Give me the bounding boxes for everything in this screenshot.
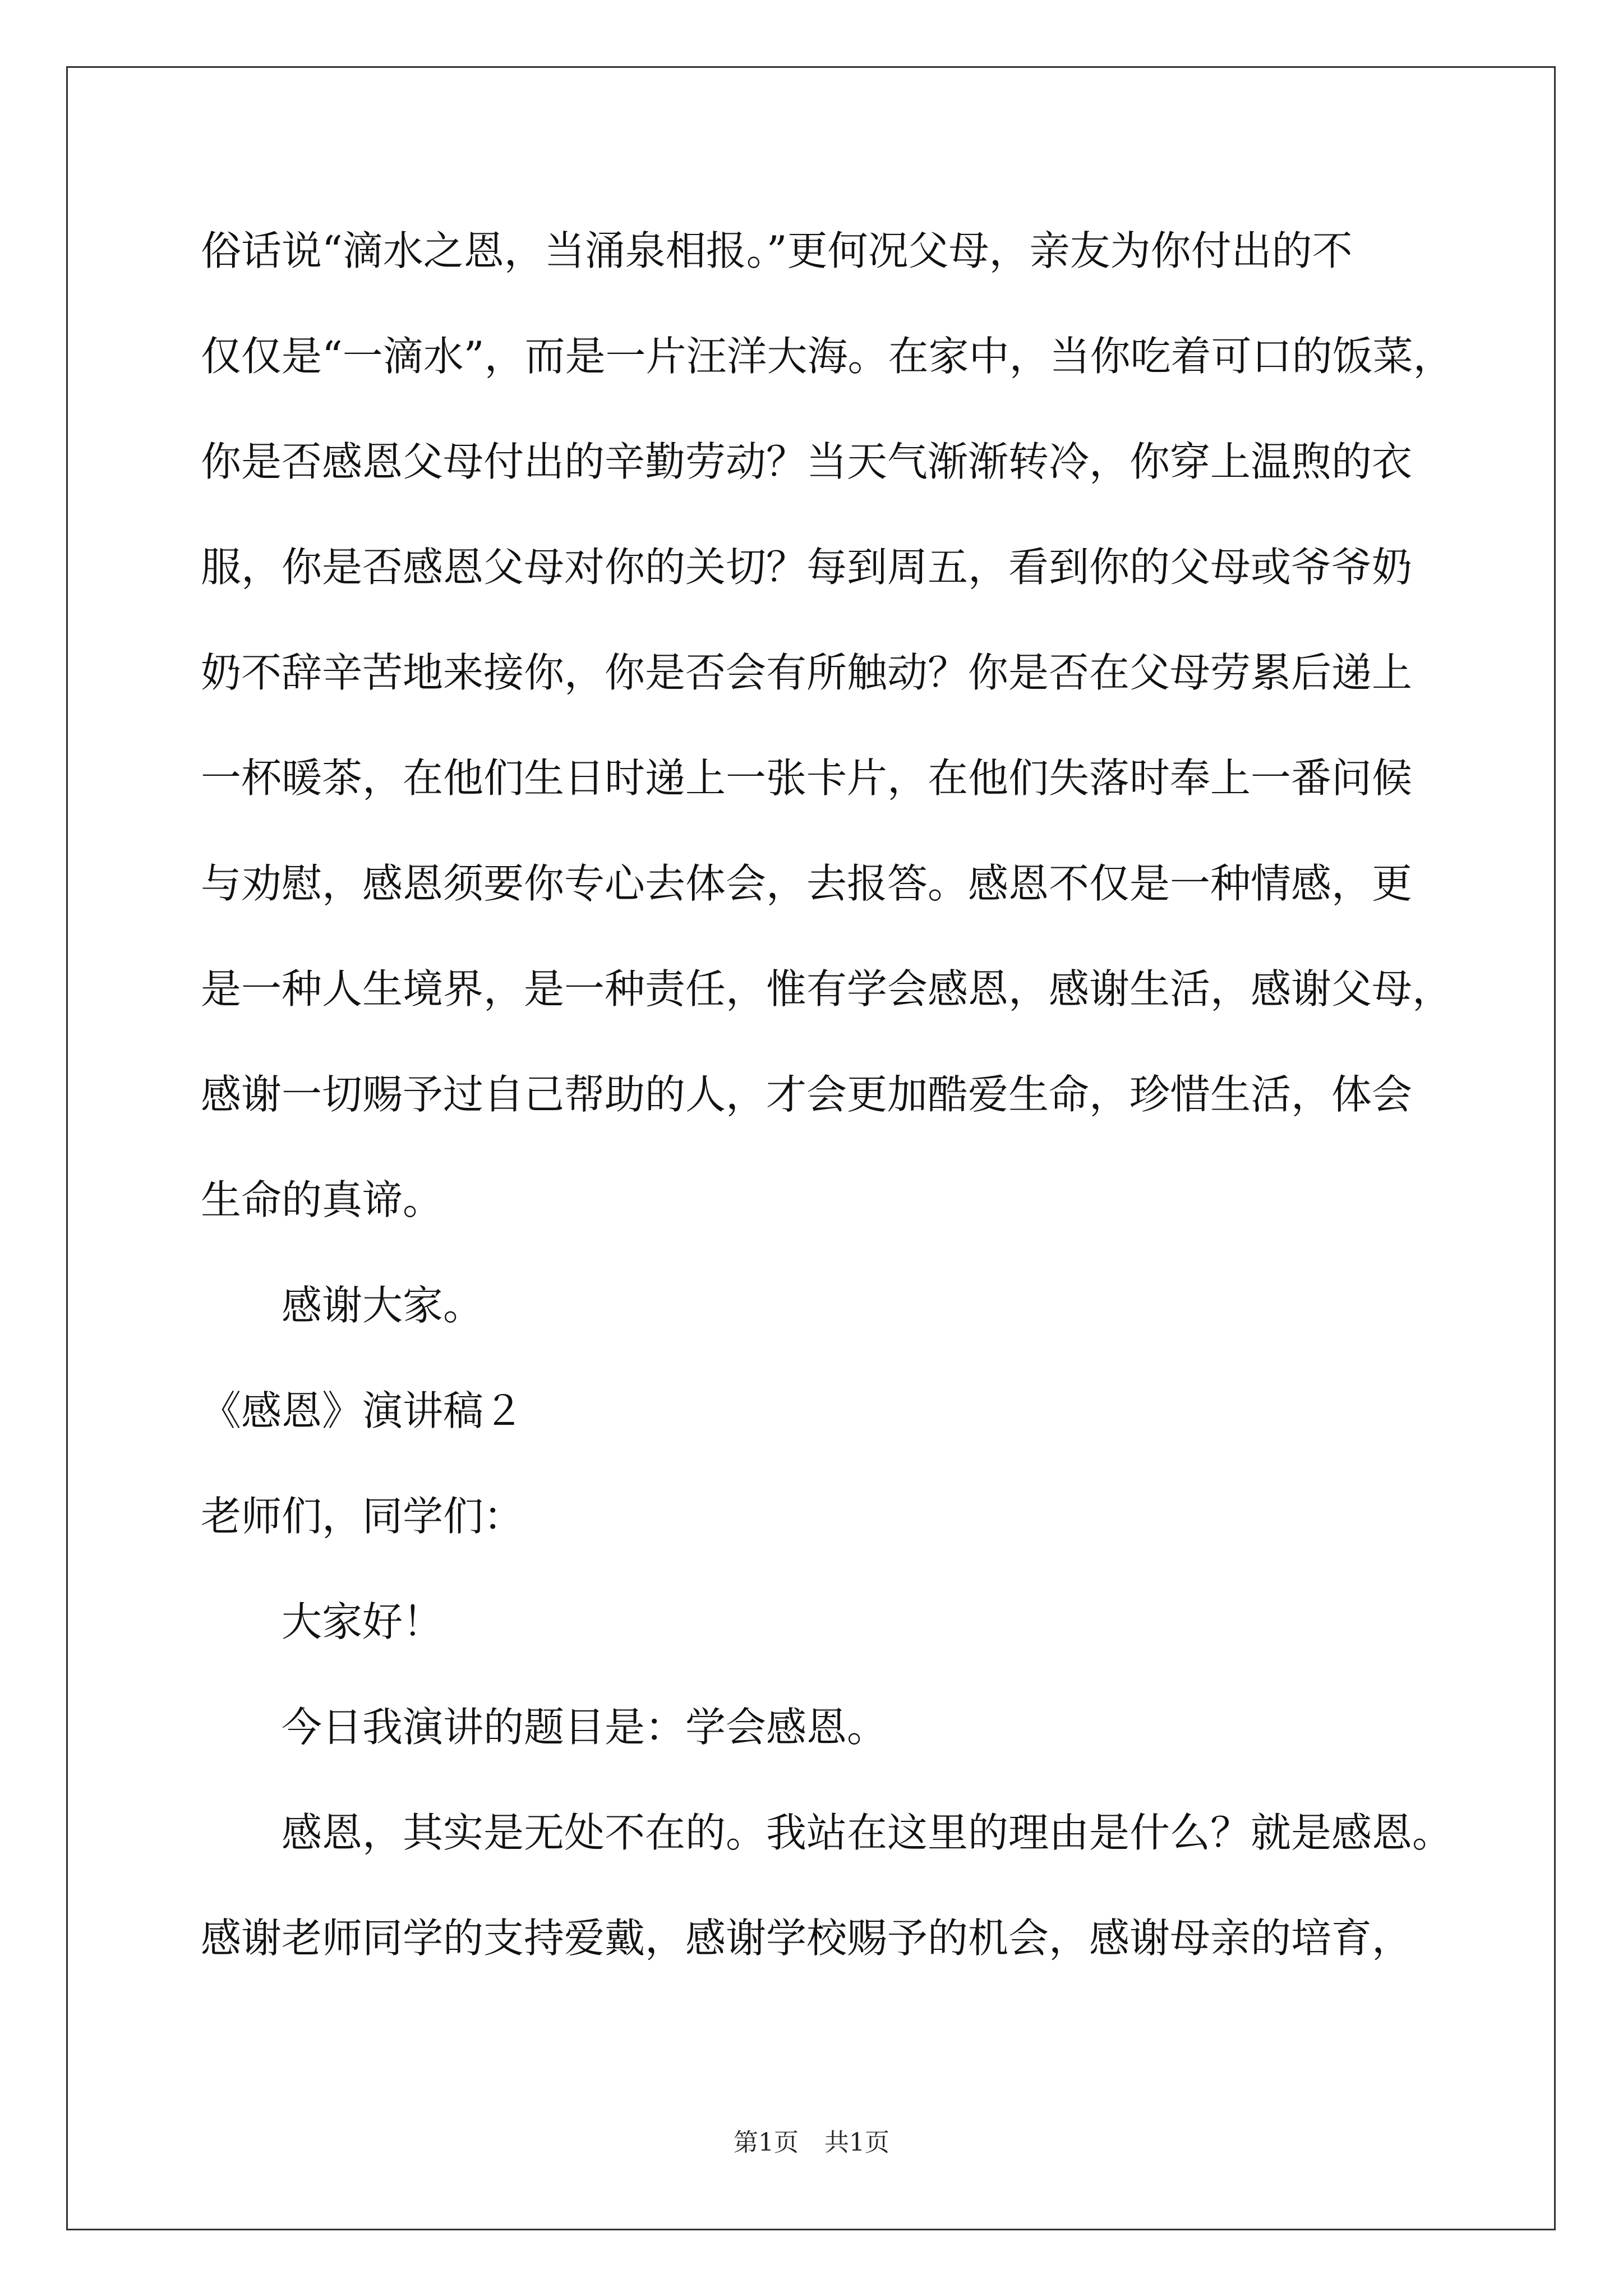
body-line-1: 俗话说“滴水之恩，当涌泉相报。”更何况父母，亲友为你付出的不 (201, 227, 1353, 274)
body-line-16: 感恩，其实是无处不在的。我站在这里的理由是什么？就是感恩。 (282, 1809, 1453, 1856)
page-border (66, 66, 1556, 2230)
page-number: 第1页 (734, 2128, 799, 2157)
body-line-5: 奶不辞辛苦地来接你，你是否会有所触动？你是否在父母劳累后递上 (201, 649, 1413, 696)
body-line-17: 感谢老师同学的支持爱戴，感谢学校赐予的机会，感谢母亲的培育， (201, 1915, 1413, 1962)
body-line-7: 与劝慰，感恩须要你专心去体会，去报答。感恩不仅是一种情感，更 (201, 860, 1413, 907)
salutation: 老师们，同学们： (201, 1493, 524, 1540)
body-line-4: 服，你是否感恩父母对你的关切？每到周五，看到你的父母或爷爷奶 (201, 544, 1413, 591)
body-line-6: 一杯暖茶，在他们生日时递上一张卡片，在他们失落时奉上一番问候 (201, 754, 1413, 802)
body-line-9: 感谢一切赐予过自己帮助的人，才会更加酷爱生命，珍惜生活，体会 (201, 1071, 1413, 1118)
body-line-3: 你是否感恩父母付出的辛勤劳动？当天气渐渐转冷，你穿上温煦的衣 (201, 438, 1413, 485)
closing-thanks: 感谢大家。 (282, 1282, 484, 1329)
section-title: 《感恩》演讲稿２ (201, 1387, 524, 1434)
greeting: 大家好！ (282, 1598, 444, 1645)
body-line-8: 是一种人生境界，是一种责任，惟有学会感恩，感谢生活，感谢父母， (201, 965, 1453, 1013)
body-line-2: 仅仅是“一滴水”，而是一片汪洋大海。在家中，当你吃着可口的饭菜， (201, 333, 1454, 380)
page-footer (0, 2126, 1623, 2160)
speech-topic: 今日我演讲的题目是：学会感恩。 (282, 1704, 888, 1751)
page-total: 共1页 (824, 2128, 889, 2157)
body-line-10: 生命的真谛。 (201, 1176, 444, 1223)
